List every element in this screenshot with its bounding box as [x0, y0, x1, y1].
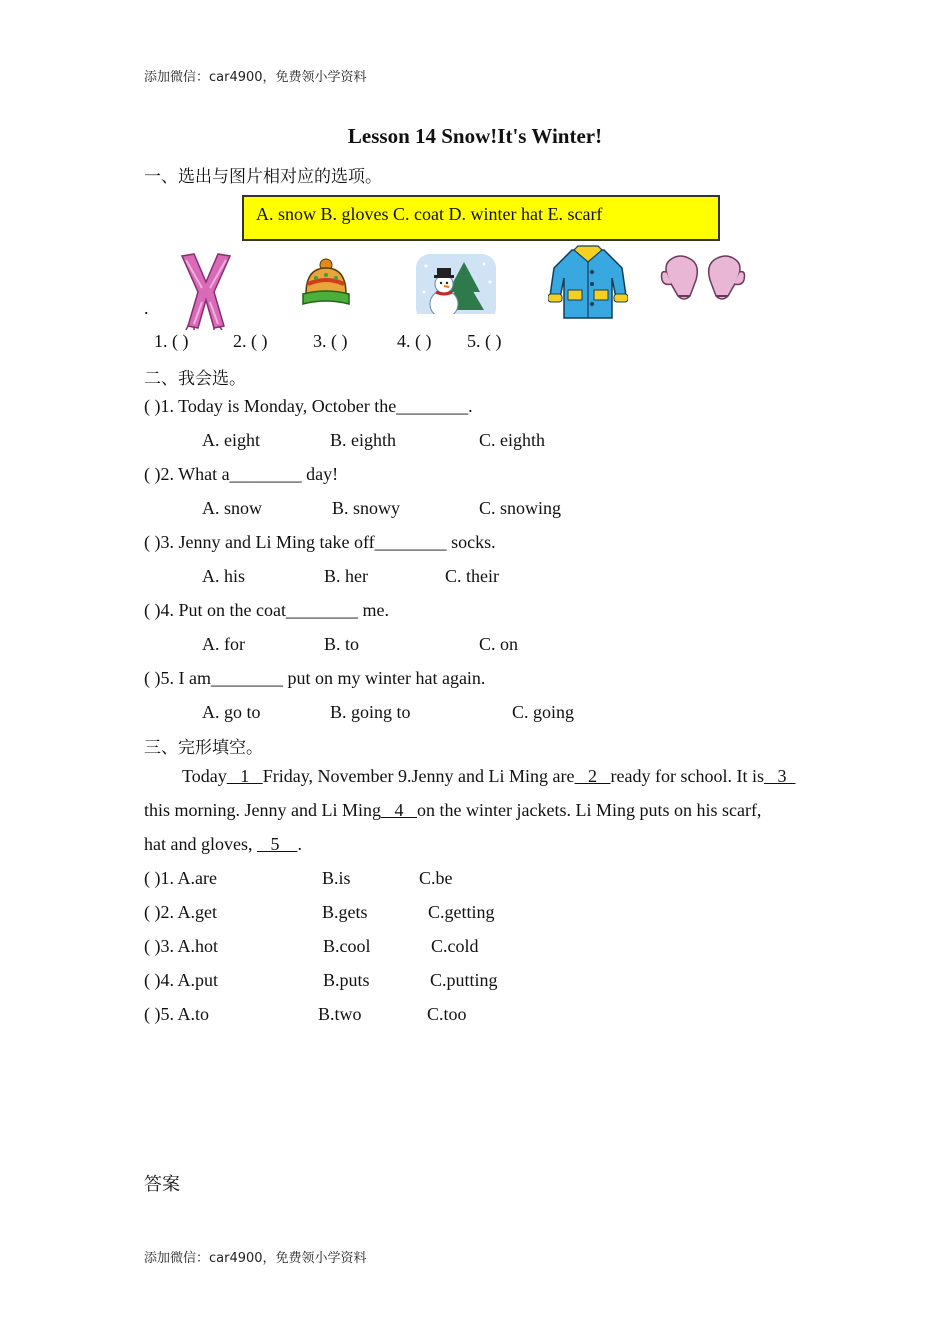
s2-q2-option-a: A. snow [202, 498, 263, 518]
s2-question-3: ( )3. Jenny and Li Ming take off________ socks. [144, 532, 496, 552]
passage-blank-1: 1 [226, 766, 263, 786]
header-note: 添加微信：car4900，免费领小学资料 [144, 70, 367, 85]
page-title: Lesson 14 Snow!It's Winter! [347, 124, 603, 148]
s3-q3-option-c: C.cold [431, 936, 479, 956]
answer-label: 答案 [144, 1174, 180, 1195]
s2-q4-option-a: A. for [202, 634, 245, 654]
s2-q1-option-c: C. eighth [479, 430, 545, 450]
winter-hat-icon [300, 258, 352, 310]
passage-text: hat and gloves, [144, 834, 257, 854]
s2-q3-option-c: C. their [445, 566, 499, 586]
passage-text: this morning. Jenny and Li Ming [144, 800, 381, 820]
s2-q4-option-b: B. to [324, 634, 360, 654]
coat-icon [548, 244, 628, 320]
s2-q5-option-b: B. going to [330, 702, 411, 722]
passage-blank-3: 3 [763, 766, 796, 786]
word-bank-text: A. snow B. gloves C. coat D. winter hat E. scarf [256, 204, 603, 224]
s3-q2-option-c: C.getting [428, 902, 495, 922]
s3-q4-option-b: B.puts [323, 970, 370, 990]
blank-1[interactable]: 1. ( ) [154, 331, 189, 351]
passage-text: Friday, November 9.Jenny and Li Ming are [262, 766, 575, 786]
gloves-icon [660, 252, 746, 304]
section2-heading: 二、我会选。 [144, 369, 246, 389]
passage-line-2 [144, 800, 761, 821]
passage-line-3 [144, 834, 302, 855]
passage-text: ready for school. It is [610, 766, 764, 786]
s2-q3-option-b: B. her [324, 566, 368, 586]
footer-note: 添加微信：car4900，免费领小学资料 [144, 1251, 367, 1266]
blank-3[interactable]: 3. ( ) [313, 331, 348, 351]
blank-4[interactable]: 4. ( ) [397, 331, 432, 351]
s3-q5-option-c: C.too [427, 1004, 467, 1024]
s3-q4-option-c: C.putting [430, 970, 498, 990]
s3-q3-option-b: B.cool [323, 936, 371, 956]
s3-q1-option-c: C.be [419, 868, 453, 888]
s2-q1-option-a: A. eight [202, 430, 260, 450]
passage-text: Today [182, 766, 227, 786]
stray-dot: . [144, 298, 149, 318]
s3-question-2: ( )2. A.get [144, 902, 217, 922]
s3-q1-option-b: B.is [322, 868, 351, 888]
section3-heading: 三、完形填空。 [144, 738, 263, 758]
passage-text: on the winter jackets. Li Ming puts on his scarf, [417, 800, 762, 820]
s2-q5-option-c: C. going [512, 702, 575, 722]
s2-question-5: ( )5. I am________ put on my winter hat again. [144, 668, 486, 688]
s3-question-3: ( )3. A.hot [144, 936, 218, 956]
s2-question-4: ( )4. Put on the coat________ me. [144, 600, 389, 620]
passage-blank-5: 5 [256, 834, 298, 854]
blank-2[interactable]: 2. ( ) [233, 331, 268, 351]
s2-q2-option-c: C. snowing [479, 498, 562, 518]
passage-blank-4: 4 [381, 800, 417, 820]
blank-5[interactable]: 5. ( ) [467, 331, 502, 351]
s3-question-4: ( )4. A.put [144, 970, 218, 990]
s2-question-1: ( )1. Today is Monday, October the________. [144, 396, 473, 416]
s3-question-5: ( )5. A.to [144, 1004, 209, 1024]
s3-q5-option-b: B.two [318, 1004, 362, 1024]
s2-q2-option-b: B. snowy [332, 498, 401, 518]
s2-q4-option-c: C. on [479, 634, 519, 654]
passage-text: . [297, 834, 302, 854]
s2-q3-option-a: A. his [202, 566, 246, 586]
word-bank-box [242, 195, 720, 241]
s2-q5-option-a: A. go to [202, 702, 261, 722]
s2-question-2: ( )2. What a________ day! [144, 464, 339, 484]
section1-heading: 一、选出与图片相对应的选项。 [144, 167, 382, 187]
snowman-snow-icon [414, 252, 498, 324]
s3-q2-option-b: B.gets [322, 902, 368, 922]
scarf-icon [172, 252, 242, 330]
passage-blank-2: 2 [574, 766, 611, 786]
s3-question-1: ( )1. A.are [144, 868, 217, 888]
s2-q1-option-b: B. eighth [330, 430, 396, 450]
passage-line-1 [182, 766, 795, 787]
